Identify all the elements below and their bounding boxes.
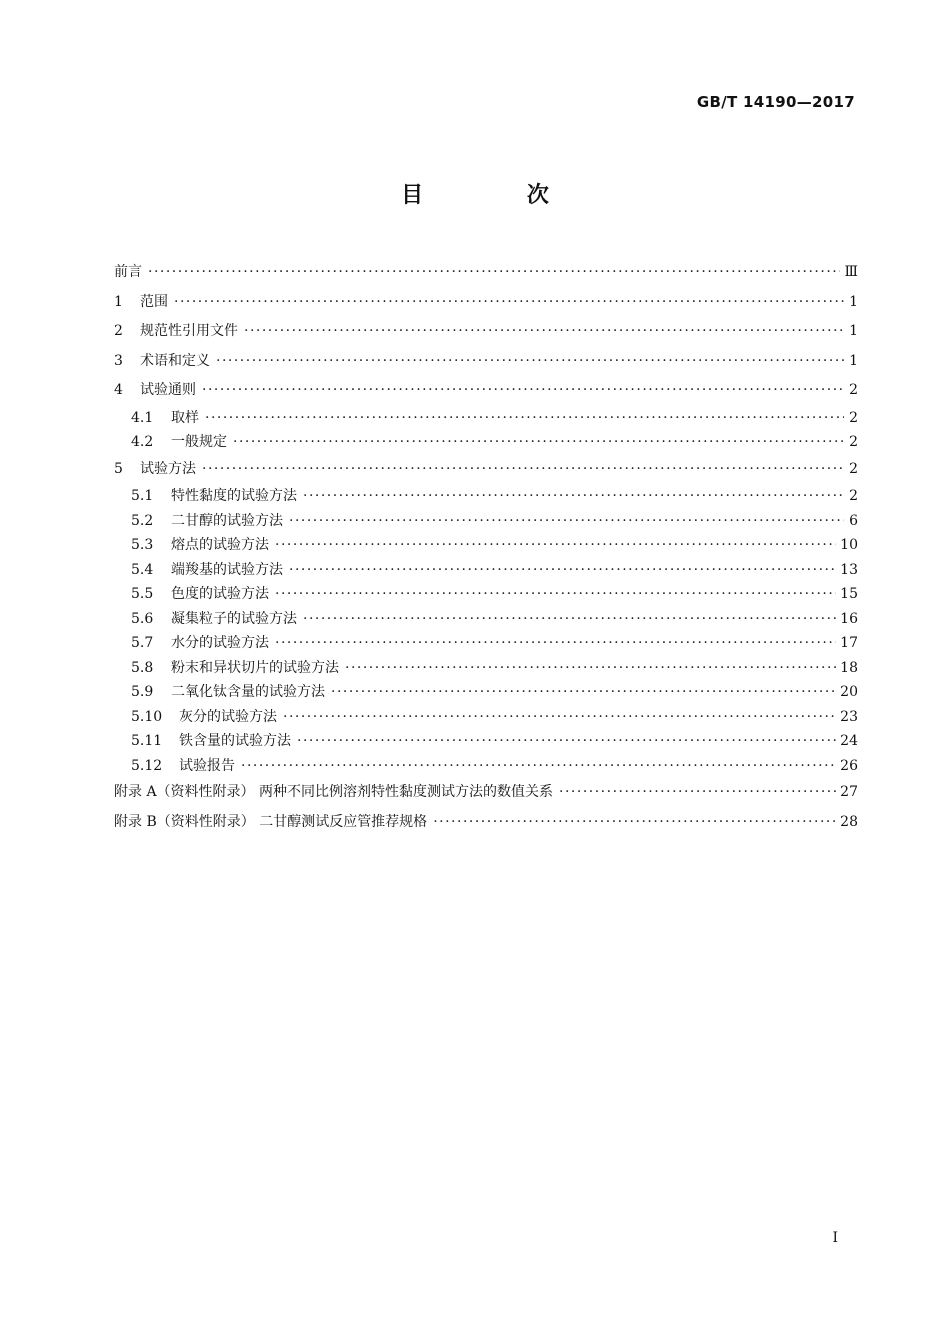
toc-entry[interactable] [114, 509, 858, 534]
toc-entry-number: 5 [114, 460, 123, 477]
toc-leader-dots [275, 582, 836, 607]
toc-entry-page: 23 [840, 708, 858, 725]
toc-entry-number: 5.8 [131, 659, 154, 676]
toc-entry[interactable] [114, 558, 858, 583]
toc-leader-dots [303, 607, 836, 632]
toc-entry[interactable] [114, 484, 858, 509]
toc-entry-title: 附录 B（资料性附录） 二甘醇测试反应管推荐规格 [114, 813, 428, 830]
toc-leader-dots [202, 455, 844, 485]
toc-leader-dots [559, 778, 836, 808]
toc-leader-dots [241, 754, 836, 779]
toc-leader-dots [233, 430, 844, 455]
toc-entry-page: 2 [849, 409, 858, 426]
toc-entry-page: Ⅲ [844, 264, 858, 280]
toc-entry-title: 前言 [114, 264, 142, 280]
toc-entry[interactable] [114, 258, 858, 288]
toc-leader-dots [289, 558, 836, 583]
toc-entry[interactable] [114, 406, 858, 431]
toc-entry-page: 26 [840, 757, 858, 774]
toc-entry-page: 18 [840, 659, 858, 676]
toc-entry-title: 试验方法 [140, 460, 196, 477]
toc-entry-number: 5.2 [131, 512, 154, 529]
toc-entry-title: 一般规定 [171, 434, 227, 450]
toc-entry[interactable] [114, 455, 858, 485]
toc-entry-page: 1 [849, 323, 858, 339]
toc-entry-page: 10 [840, 537, 858, 553]
toc-entry[interactable] [114, 656, 858, 681]
toc-leader-dots [275, 533, 836, 558]
toc-entry-number: 4.1 [131, 409, 154, 426]
toc-leader-dots [331, 680, 836, 705]
toc-entry-page: 17 [840, 635, 858, 651]
toc-entry[interactable] [114, 705, 858, 730]
toc-entry[interactable] [114, 317, 858, 347]
toc-leader-dots [205, 406, 844, 431]
toc-entry-title: 试验报告 [179, 757, 235, 774]
toc-entry-title: 特性黏度的试验方法 [171, 488, 297, 504]
toc-leader-dots [289, 509, 844, 534]
toc-entry-title: 附录 A（资料性附录） 两种不同比例溶剂特性黏度测试方法的数值关系 [114, 784, 554, 800]
toc-entry-title: 二氧化钛含量的试验方法 [171, 684, 325, 700]
toc-entry-title: 范围 [140, 293, 168, 310]
toc-entry-title: 熔点的试验方法 [171, 537, 269, 553]
toc-entry[interactable] [114, 376, 858, 406]
toc-entry-page: 1 [849, 352, 858, 369]
toc-entry-number: 5.7 [131, 635, 154, 651]
toc-leader-dots [148, 258, 840, 288]
toc-entry-page: 27 [840, 784, 858, 800]
toc-entry-number: 5.10 [131, 708, 163, 725]
toc-leader-dots [303, 484, 844, 509]
toc-entry[interactable] [114, 754, 858, 779]
toc-entry-number: 5.9 [131, 684, 154, 700]
toc-entry[interactable] [114, 288, 858, 318]
toc-entry-number: 5.6 [131, 610, 154, 627]
toc-entry[interactable] [114, 778, 858, 808]
toc-entry-number: 2 [114, 323, 123, 339]
toc-entry-page: 20 [840, 684, 858, 700]
toc-entry-title: 规范性引用文件 [140, 323, 238, 339]
toc-entry-page: 6 [849, 512, 858, 529]
toc-entry-page: 16 [840, 610, 858, 627]
toc-entry-title: 二甘醇的试验方法 [171, 512, 283, 529]
toc-entry-page: 28 [840, 813, 858, 830]
toc-entry-title: 端羧基的试验方法 [171, 561, 283, 578]
toc-entry[interactable] [114, 533, 858, 558]
toc-entry-page: 2 [849, 460, 858, 477]
standard-number: GB/T 14190—2017 [696, 93, 855, 111]
toc-entry-page: 1 [849, 293, 858, 310]
toc-entry[interactable] [114, 582, 858, 607]
toc-leader-dots [283, 705, 836, 730]
toc-entry-number: 5.11 [131, 733, 163, 749]
toc-entry[interactable] [114, 631, 858, 656]
toc-leader-dots [216, 347, 844, 377]
toc-leader-dots [202, 376, 844, 406]
toc-entry-title: 凝集粒子的试验方法 [171, 610, 297, 627]
toc-entry-title: 铁含量的试验方法 [179, 733, 291, 749]
toc-entry[interactable] [114, 607, 858, 632]
toc-entry-number: 5.3 [131, 537, 154, 553]
toc-entry-title: 水分的试验方法 [171, 635, 269, 651]
toc-entry-title: 术语和定义 [140, 352, 210, 369]
toc-entry-title: 灰分的试验方法 [179, 708, 277, 725]
table-of-contents [114, 258, 858, 837]
toc-entry-page: 2 [849, 488, 858, 504]
toc-entry-page: 2 [849, 434, 858, 450]
toc-entry-number: 5.1 [131, 488, 154, 504]
toc-leader-dots [433, 808, 836, 838]
toc-entry[interactable] [114, 729, 858, 754]
toc-entry[interactable] [114, 430, 858, 455]
toc-entry-number: 1 [114, 293, 123, 310]
toc-entry-page: 2 [849, 382, 858, 398]
toc-entry[interactable] [114, 347, 858, 377]
toc-entry-page: 15 [840, 586, 858, 602]
toc-leader-dots [345, 656, 836, 681]
toc-entry[interactable] [114, 680, 858, 705]
toc-entry-page: 24 [840, 733, 858, 749]
toc-leader-dots [297, 729, 836, 754]
toc-entry-title: 取样 [171, 409, 199, 426]
toc-entry-title: 色度的试验方法 [171, 586, 269, 602]
toc-leader-dots [244, 317, 844, 347]
toc-entry-number: 4 [114, 382, 123, 398]
page-title: 目 次 [401, 183, 597, 208]
toc-entry-title: 粉末和异状切片的试验方法 [171, 659, 339, 676]
toc-entry-page: 13 [840, 561, 858, 578]
toc-entry-number: 5.5 [131, 586, 154, 602]
toc-entry-number: 5.12 [131, 757, 163, 774]
toc-entry-number: 3 [114, 352, 123, 369]
page-number: I [832, 1230, 838, 1246]
toc-leader-dots [174, 288, 844, 318]
toc-entry-number: 4.2 [131, 434, 154, 450]
toc-entry-title: 试验通则 [140, 382, 196, 398]
toc-entry-number: 5.4 [131, 561, 154, 578]
toc-entry[interactable] [114, 808, 858, 838]
toc-leader-dots [275, 631, 836, 656]
